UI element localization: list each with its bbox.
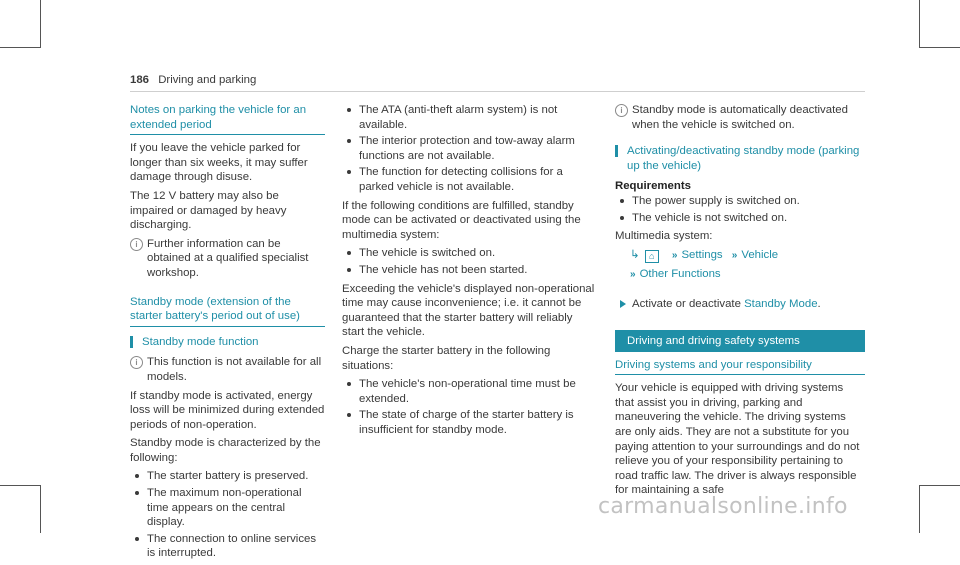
list-item-text: The interior protection and tow-away alarm functions are not available. bbox=[359, 135, 575, 162]
paragraph: The 12 V battery may also be impaired or damaged by heavy discharging. bbox=[130, 189, 287, 232]
list-item-text: The starter battery is preserved. bbox=[147, 470, 309, 483]
paragraph: If the following conditions are fulfilled, standby mode can be activated or deactivated using the multimedia system: bbox=[342, 199, 581, 241]
home-icon: ⌂ bbox=[645, 250, 659, 263]
heading-extended-parking: Notes on parking the vehicle for an extended period bbox=[130, 103, 325, 135]
paragraph: Your vehicle is equipped with driving systems that assist you in driving, parking and maneuvering the vehicle. The driving systems are only aids. They are not a substitute for you paying attention to your surroundings and do not relieve you of your responsibility pertaining to road traffic law. The driver is always responsible for maintaining a safe bbox=[615, 382, 860, 497]
column-left bbox=[130, 103, 325, 565]
info-icon: i bbox=[615, 104, 628, 117]
note bbox=[615, 103, 865, 132]
paragraph: Exceeding the vehicle's displayed non-operational time may cause inconvenience; i.e. it cannot be guaranteed that the starter battery will reliably start the vehicle. bbox=[342, 282, 595, 339]
list-item-text: The function for detecting collisions for a parked vehicle is not available. bbox=[359, 166, 563, 193]
menu-path bbox=[615, 248, 865, 264]
action-step bbox=[615, 297, 865, 312]
list-item bbox=[130, 486, 325, 530]
bullet-icon bbox=[135, 537, 139, 541]
crop-mark bbox=[0, 485, 41, 486]
header-rule bbox=[130, 91, 865, 92]
bullet-icon bbox=[347, 413, 351, 417]
list-item bbox=[615, 194, 865, 209]
arrow-return-icon: ↳ bbox=[630, 248, 640, 261]
heading-standby-mode: Standby mode (extension of the starter battery's period out of use) bbox=[130, 295, 325, 327]
crop-mark bbox=[0, 47, 41, 48]
list-item bbox=[342, 165, 597, 194]
page-header bbox=[130, 73, 256, 88]
bullet-icon bbox=[347, 170, 351, 174]
watermark: carmanualsonline.info bbox=[598, 494, 848, 519]
crop-mark bbox=[40, 0, 41, 48]
paragraph: If you leave the vehicle parked for longer than six weeks, it may suffer damage through disuse. bbox=[130, 142, 308, 184]
double-chevron-icon: » bbox=[630, 269, 636, 281]
bullet-icon bbox=[620, 216, 624, 220]
crop-mark bbox=[919, 47, 960, 48]
note-text: Standby mode is automatically deactivated when the vehicle is switched on. bbox=[632, 104, 848, 131]
list-item bbox=[342, 263, 597, 278]
bullet-icon bbox=[347, 268, 351, 272]
info-icon: i bbox=[130, 356, 143, 369]
path-other-functions: Other Functions bbox=[639, 268, 721, 281]
list-item bbox=[130, 469, 325, 484]
column-middle bbox=[342, 103, 597, 441]
crop-mark bbox=[919, 485, 920, 533]
list-item-text: The vehicle is switched on. bbox=[359, 247, 496, 260]
section-bar-icon bbox=[615, 145, 618, 157]
info-icon: i bbox=[130, 238, 143, 251]
list-item-text: The power supply is switched on. bbox=[632, 194, 800, 207]
bullet-icon bbox=[135, 491, 139, 495]
list-item-text: The vehicle is not switched on. bbox=[632, 211, 788, 224]
action-standby-mode: Standby Mode bbox=[744, 297, 818, 310]
list-item bbox=[615, 211, 865, 226]
bullet-icon bbox=[620, 199, 624, 203]
list-item-text: The ATA (anti-theft alarm system) is not available. bbox=[359, 104, 558, 131]
note-text: Further information can be obtained at a qualified specialist workshop. bbox=[147, 237, 309, 279]
path-settings: Settings bbox=[681, 248, 723, 261]
section-title: Driving and parking bbox=[158, 74, 257, 86]
bullet-list bbox=[615, 194, 865, 225]
list-item bbox=[342, 246, 597, 261]
crop-mark bbox=[919, 485, 960, 486]
list-item-text: The vehicle's non-operational time must be extended. bbox=[359, 378, 576, 405]
bullet-list bbox=[130, 469, 325, 561]
double-chevron-icon: » bbox=[671, 249, 678, 261]
note bbox=[130, 237, 325, 281]
bullet-list bbox=[342, 246, 597, 277]
bullet-icon bbox=[347, 382, 351, 386]
multimedia-label: Multimedia system: bbox=[615, 230, 713, 243]
path-vehicle: Vehicle bbox=[741, 248, 779, 261]
menu-path-line2 bbox=[615, 267, 865, 283]
action-arrow-icon bbox=[620, 300, 626, 308]
note-text: This function is not available for all models. bbox=[147, 356, 322, 383]
bullet-list bbox=[342, 103, 597, 195]
list-item-text: The state of charge of the starter battery is insufficient for standby mode. bbox=[359, 409, 574, 436]
column-right bbox=[615, 103, 865, 502]
list-item bbox=[342, 103, 597, 132]
bullet-list bbox=[342, 377, 597, 437]
paragraph: Charge the starter battery in the following situations: bbox=[342, 344, 551, 372]
heading-driving-responsibility: Driving systems and your responsibility bbox=[615, 358, 865, 376]
subheading-standby-function bbox=[130, 335, 325, 350]
action-text: Activate or deactivate bbox=[632, 297, 741, 310]
list-item bbox=[342, 408, 597, 437]
bullet-icon bbox=[135, 474, 139, 478]
crop-mark bbox=[40, 485, 41, 533]
requirements-label: Requirements bbox=[615, 180, 691, 193]
double-chevron-icon: » bbox=[731, 249, 738, 261]
page-number: 186 bbox=[130, 74, 150, 86]
paragraph: If standby mode is activated, energy loss will be minimized during extended periods of non-operation. bbox=[130, 389, 325, 431]
section-bar-icon bbox=[130, 336, 133, 348]
list-item bbox=[342, 377, 597, 406]
note bbox=[130, 355, 325, 384]
list-item-text: The vehicle has not been started. bbox=[359, 263, 528, 276]
list-item bbox=[342, 134, 597, 163]
bullet-icon bbox=[347, 251, 351, 255]
list-item bbox=[130, 532, 325, 561]
chapter-banner: Driving and driving safety systems bbox=[615, 330, 865, 352]
list-item-text: The maximum non-operational time appears on the central display. bbox=[147, 487, 302, 529]
list-item-text: The connection to online services is interrupted. bbox=[147, 532, 317, 560]
subheading-activate-standby bbox=[615, 144, 865, 173]
paragraph: Standby mode is characterized by the following: bbox=[130, 437, 321, 464]
action-suffix: . bbox=[817, 297, 821, 310]
bullet-icon bbox=[347, 139, 351, 143]
subheading-text: Activating/deactivating standby mode (parking up the vehicle) bbox=[627, 145, 860, 172]
bullet-icon bbox=[347, 108, 351, 112]
subheading-text: Standby mode function bbox=[142, 335, 259, 348]
crop-mark bbox=[919, 0, 920, 48]
